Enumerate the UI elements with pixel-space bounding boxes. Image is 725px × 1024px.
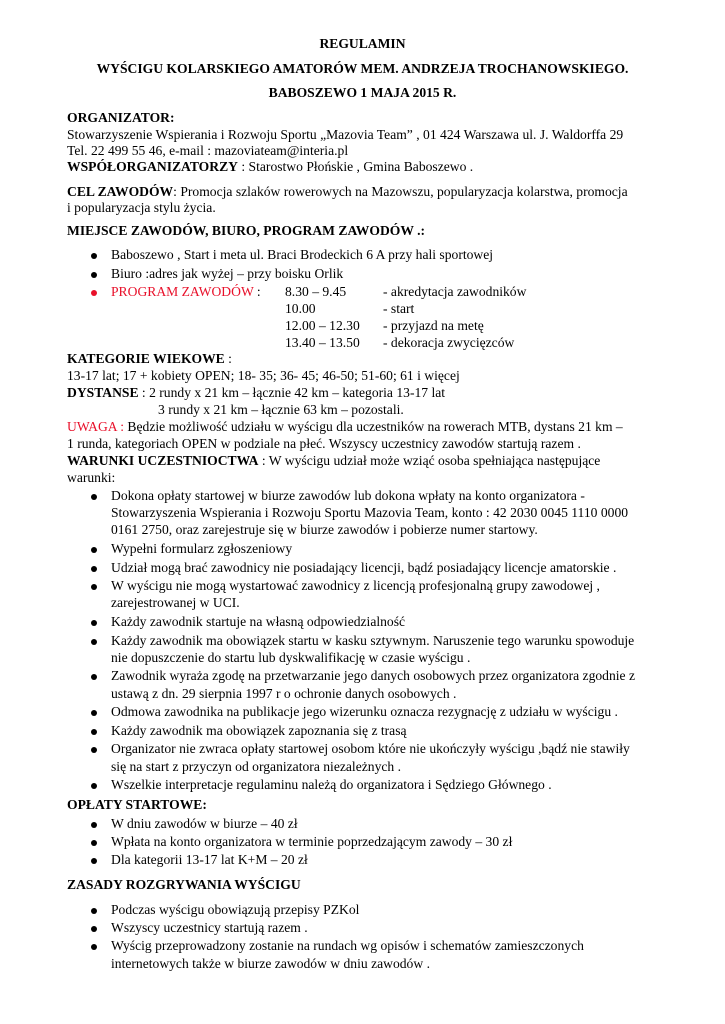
categories-list: 13-17 lat; 17 + kobiety OPEN; 18- 35; 36- 45; 46-50; 51-60; 61 i więcej: [67, 368, 460, 383]
bullet-icon: [91, 494, 97, 500]
fees-heading: OPŁATY STARTOWE:: [67, 797, 207, 812]
list-item-line: Wszyscy uczestnicy startują razem .: [111, 920, 308, 935]
co-organizers: [67, 158, 473, 175]
bullet-icon: [91, 822, 97, 828]
list-item-line: zarejestrowanej w UCI.: [111, 595, 240, 611]
bullet-icon: [91, 783, 97, 789]
goal-line-1: [67, 183, 628, 200]
list-item-line: ustawą z dn. 29 sierpnia 1997 r o ochronie danych osobowych .: [111, 685, 457, 701]
bullet-icon: [91, 840, 97, 846]
doc-subtitle: WYŚCIGU KOLARSKIEGO AMATORÓW MEM. ANDRZEJA TROCHANOWSKIEGO.: [96, 61, 629, 76]
list-item-line: nie dopuszczenie do startu lub dyskwalifikację w czasie wyścigu .: [111, 649, 471, 665]
bullet-icon: [91, 620, 97, 626]
conditions-heading-line-2: warunki:: [67, 470, 116, 485]
doc-title: REGULAMIN: [319, 36, 406, 51]
bullet-icon: [91, 908, 97, 914]
organizer-line-1: Stowarzyszenie Wspierania i Rozwoju Sportu „Mazovia Team” , 01 424 Warszawa ul. J. Waldorffa 29: [67, 127, 624, 142]
bullet-icon: [91, 272, 97, 278]
list-item-line: Stowarzyszenia Wspierania i Rozwoju Sportu Mazovia Team, konto : 42 2030 0045 1110 0000: [111, 505, 629, 521]
list-item-line: 0161 2750, oraz zarejestruje się w biurze zawodów i pobierze numer startowy.: [111, 522, 538, 538]
schedule-desc: - przyjazd na metę: [383, 318, 484, 333]
organizer-line-2: Tel. 22 499 55 46, e-mail : mazoviateam@interia.pl: [67, 143, 349, 158]
list-item-line: internetowych także w biurze zawodów w dniu zawodów .: [111, 956, 430, 971]
schedule-time: 8.30 – 9.45: [285, 284, 347, 299]
distances-heading: DYSTANSE: [67, 385, 139, 400]
list-item-line: Każdy zawodnik startuje na własną odpowiedzialność: [111, 614, 406, 629]
categories-heading: KATEGORIE WIEKOWE: [67, 351, 225, 366]
bullet-icon: [91, 710, 97, 716]
list-item-line: Udział mogą brać zawodnicy nie posiadający licencji, bądź posiadający licencje amatorskie .: [111, 559, 617, 575]
place-heading: MIEJSCE ZAWODÓW, BIURO, PROGRAM ZAWODÓW .:: [67, 223, 426, 238]
schedule-time: 12.00 – 12.30: [285, 318, 360, 333]
bullet-icon: [91, 674, 97, 680]
schedule-time: 13.40 – 13.50: [285, 335, 360, 350]
warning-label: UWAGA :: [67, 419, 125, 434]
bullet-icon: [91, 926, 97, 932]
list-item-line: Każdy zawodnik ma obowiązek zapoznania się z trasą: [111, 722, 407, 738]
list-item-line: Dla kategorii 13-17 lat K+M – 20 zł: [111, 852, 308, 867]
goal-text: : Promocja szlaków rowerowych na Mazowszu, popularyzacja kolarstwa, promocja: [173, 184, 628, 199]
bullet-icon: [91, 858, 97, 864]
schedule-desc: - start: [383, 301, 415, 316]
list-item-line: Podczas wyścigu obowiązują przepisy PZKol: [111, 902, 360, 917]
list-item-line: W wyścigu nie mogą wystartować zawodnicy z licencją profesjonalną grupy zawodowej ,: [111, 578, 600, 594]
warning-line-2: 1 runda, kategoriach OPEN w podziale na płeć. Wszyscy uczestnicy zawodów startują razem .: [67, 436, 581, 451]
list-item-line: W dniu zawodów w biurze – 40 zł: [111, 816, 298, 831]
list-item-line: Każdy zawodnik ma obowiązek startu w kasku sztywnym. Naruszenie tego warunku spowoduje: [111, 632, 635, 648]
schedule-desc: - akredytacja zawodników: [383, 284, 527, 299]
list-item-line: się na start z przyczyn od organizatora niezależnych .: [111, 758, 401, 774]
bullet-icon: [91, 639, 97, 645]
list-item-line: Dokona opłaty startowej w biurze zawodów lub dokona wpłaty na konto organizatora -: [111, 488, 585, 503]
organizer-heading: ORGANIZATOR:: [67, 110, 175, 125]
co-organizers-text: : Starostwo Płońskie , Gmina Baboszewo .: [237, 159, 474, 174]
bullet-icon: [91, 253, 97, 259]
goal-heading: CEL ZAWODÓW: [67, 184, 174, 199]
list-item-line: Odmowa zawodnika na publikacje jego wizerunku oznacza rezygnację z udziału w wyścigu .: [111, 704, 618, 720]
bullet-icon: [91, 584, 97, 590]
program-label-text: PROGRAM ZAWODÓW: [111, 284, 254, 299]
list-item-line: Zawodnik wyraża zgodę na przetwarzanie jego danych osobowych przez organizatora zgodnie z: [111, 668, 636, 684]
bullet-icon: [91, 547, 97, 553]
schedule-time: 10.00: [285, 301, 316, 316]
list-item-line: Wszelkie interpretacje regulaminu należą do organizatora i Sędziego Głównego .: [111, 777, 552, 793]
co-organizers-heading: WSPÓŁORGANIZATORZY: [67, 159, 238, 174]
categories-heading-line: KATEGORIE WIEKOWE :: [67, 351, 232, 366]
schedule-desc: - dekoracja zwycięzców: [383, 335, 515, 350]
list-item-line: Organizator nie zwraca opłaty startowej osobom które nie ukończyły wyścigu ,bądź nie stawiły: [111, 741, 630, 757]
goal-line-2: i popularyzacja stylu życia.: [67, 200, 216, 215]
doc-date: BABOSZEWO 1 MAJA 2015 R.: [268, 85, 457, 100]
bullet-icon: [91, 747, 97, 753]
list-item-line: Wypełni formularz zgłoszeniowy: [111, 541, 293, 556]
rules-heading: ZASADY ROZGRYWANIA WYŚCIGU: [67, 877, 301, 892]
list-item-line: Wyścig przeprowadzony zostanie na rundach wg opisów i schematów zamieszczonych: [111, 938, 584, 953]
list-item-line: Wpłata na konto organizatora w terminie poprzedzającym zawody – 30 zł: [111, 834, 513, 849]
bullet-icon: [91, 944, 97, 950]
bullet-icon: [91, 290, 97, 296]
bullet-icon: [91, 729, 97, 735]
distances-line-1: DYSTANSE : 2 rundy x 21 km – łącznie 42 km – kategoria 13-17 lat: [67, 385, 446, 400]
place-item-start: Baboszewo , Start i meta ul. Braci Brodeckich 6 A przy hali sportowej: [111, 247, 494, 262]
conditions-heading: WARUNKI UCZESTNIOCTWA: [67, 453, 259, 468]
distances-line-2: 3 rundy x 21 km – łącznie 63 km – pozostali.: [158, 402, 404, 417]
place-item-office: Biuro :adres jak wyżej – przy boisku Orlik: [111, 266, 344, 281]
conditions-heading-line: WARUNKI UCZESTNIOCTWA : W wyścigu udział może wziąć osoba spełniająca następujące: [67, 453, 601, 468]
warning-line-1: UWAGA : Będzie możliwość udziału w wyścigu dla uczestników na rowerach MTB, dystans 21 km –: [67, 419, 623, 434]
program-label: PROGRAM ZAWODÓW :: [111, 284, 261, 299]
bullet-icon: [91, 566, 97, 572]
